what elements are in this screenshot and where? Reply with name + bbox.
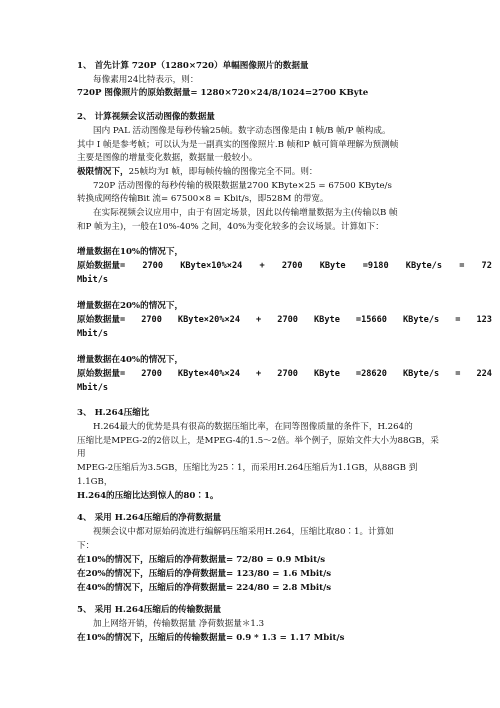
formula-token: 72 bbox=[481, 261, 492, 271]
section-2-paragraph-line: 其中 I 帧是参考帧；可以认为是一副真实的图像照片.B 帧和P 帧可简单理解为预测帧 bbox=[77, 140, 399, 150]
section-2-heading: 2、 计算视频会议活动图像的数据量 bbox=[77, 112, 215, 122]
formula-token: 224 bbox=[476, 369, 492, 379]
section-3-paragraph-line: MPEG-2压缩后为3.5GB，压缩比为25∶1，而采用H.264压缩后为1.1GB，从88GB 到 bbox=[77, 463, 418, 473]
formula-token: 2700 bbox=[141, 369, 162, 379]
formula-token: 2700 bbox=[277, 315, 298, 325]
section-4-heading: 4、 采用 H.264压缩后的净荷数据量 bbox=[77, 513, 222, 523]
formula-token: 2700 bbox=[277, 369, 298, 379]
section-2-paragraph-line: 在实际视频会议应用中，由于有固定场景，因此以传输增量数据为主(传输以B 帧 bbox=[93, 208, 398, 218]
formula-token: =9180 bbox=[362, 261, 389, 271]
section-2-paragraph-line: 国内 PAL 活动图像是每秒传输25帧。数字动态图像是由 I 帧/B 帧/P 帧构成。 bbox=[93, 126, 391, 136]
extreme-case-text: 25帧均为I 帧，即每帧传输的图像完全不同。则： bbox=[128, 167, 318, 177]
section-3-paragraph-line: 用 bbox=[77, 449, 86, 459]
formula-token: KByte bbox=[314, 369, 340, 379]
section-2-paragraph-line: 主要是图像的增量变化数据，数据量一般较小。 bbox=[77, 153, 258, 163]
formula-token: + bbox=[256, 315, 262, 325]
formula-token: KByte×20%×24 bbox=[177, 315, 241, 325]
formula-token: KByte bbox=[319, 261, 346, 271]
increment-40-unit: Mbit/s bbox=[77, 383, 109, 393]
section-4-paragraph-line: 视频会议中都对原始码流进行编解码压缩采用H.264，压缩比取80∶1。计算如 bbox=[93, 527, 394, 537]
section-2-paragraph-line: 和P 帧为主)，一般在10%-40% 之间，40%为变化较多的会议场景。计算如下： bbox=[77, 222, 384, 232]
formula-label: 原始数据量= bbox=[77, 261, 126, 271]
increment-20-title: 增量数据在20%的情况下， bbox=[77, 301, 184, 311]
formula-token: KByte×40%×24 bbox=[177, 369, 241, 379]
formula-token: 123 bbox=[476, 315, 492, 325]
increment-10-title: 增量数据在10%的情况下， bbox=[77, 247, 184, 257]
section-4-paragraph-line: 下： bbox=[77, 541, 95, 551]
formula-label: 原始数据量= bbox=[77, 369, 126, 379]
formula-token: =15660 bbox=[355, 315, 387, 325]
increment-10-unit: Mbit/s bbox=[77, 275, 109, 285]
section-5-heading: 5、 采用 H.264压缩后的传输数据量 bbox=[77, 605, 222, 615]
formula-token: KByte/s bbox=[405, 261, 443, 271]
section-1-result: 720P 图像照片的原始数据量= 1280×720×24/8/1024=2700 KByte bbox=[77, 88, 369, 98]
formula-token: = bbox=[459, 261, 465, 271]
section-2-paragraph-line: 转换成网络传输Bit 流= 67500×8 = Kbit/s，即528M 的带宽。 bbox=[77, 194, 329, 204]
formula-token: 2700 bbox=[281, 261, 303, 271]
section-1-line: 每像素用24比特表示，则： bbox=[93, 75, 199, 85]
increment-10-formula bbox=[77, 260, 492, 272]
section-3-conclusion: H.264的压缩比达到惊人的80∶1。 bbox=[77, 491, 219, 501]
formula-token: =28620 bbox=[355, 369, 387, 379]
payload-result-10: 在10%的情况下，压缩后的净荷数据量= 72/80 = 0.9 Mbit/s bbox=[77, 555, 326, 565]
section-5-paragraph-line: 加上网络开销，传输数据量 净荷数据量＊1.3 bbox=[93, 619, 265, 629]
section-3-paragraph-line: 1.1GB， bbox=[77, 477, 113, 487]
increment-40-title: 增量数据在40%的情况下， bbox=[77, 355, 184, 365]
formula-token: + bbox=[259, 261, 265, 271]
transmission-result-10: 在10%的情况下，压缩后的传输数据量= 0.9 * 1.3 = 1.17 Mbit/s bbox=[77, 633, 345, 643]
formula-token: 2700 bbox=[142, 261, 164, 271]
section-2-paragraph-line bbox=[77, 166, 318, 178]
increment-20-formula bbox=[77, 314, 492, 326]
formula-token: = bbox=[455, 369, 461, 379]
increment-20-unit: Mbit/s bbox=[77, 329, 109, 339]
payload-result-20: 在20%的情况下，压缩后的净荷数据量= 123/80 = 1.6 Mbit/s bbox=[77, 569, 332, 579]
section-2-paragraph-line: 720P 活动图像的每秒传输的极限数据量2700 KByte×25 = 67500 KByte/s bbox=[93, 181, 392, 191]
formula-label: 原始数据量= bbox=[77, 315, 126, 325]
formula-token: = bbox=[455, 315, 461, 325]
section-3-heading: 3、 H.264压缩比 bbox=[77, 408, 150, 418]
formula-token: KByte/s bbox=[402, 369, 440, 379]
section-1-heading: 1、 首先计算 720P（1280×720）单幅图像照片的数据量 bbox=[77, 61, 309, 71]
section-3-paragraph-line: H.264最大的优势是具有很高的数据压缩比率，在同等图像质量的条件下，H.264的 bbox=[93, 422, 413, 432]
extreme-case-label: 极限情况下， bbox=[77, 167, 129, 177]
section-3-paragraph-line: 压缩比是MPEG-2的2倍以上，是MPEG-4的1.5～2倍。举个例子，原始文件大小为88GB，采 bbox=[77, 436, 439, 446]
formula-token: KByte bbox=[314, 315, 340, 325]
formula-token: KByte×10%×24 bbox=[180, 261, 243, 271]
formula-token: 2700 bbox=[141, 315, 162, 325]
payload-result-40: 在40%的情况下，压缩后的净荷数据量= 224/80 = 2.8 Mbit/s bbox=[77, 583, 332, 593]
formula-token: + bbox=[256, 369, 262, 379]
formula-token: KByte/s bbox=[402, 315, 440, 325]
increment-40-formula bbox=[77, 368, 492, 380]
